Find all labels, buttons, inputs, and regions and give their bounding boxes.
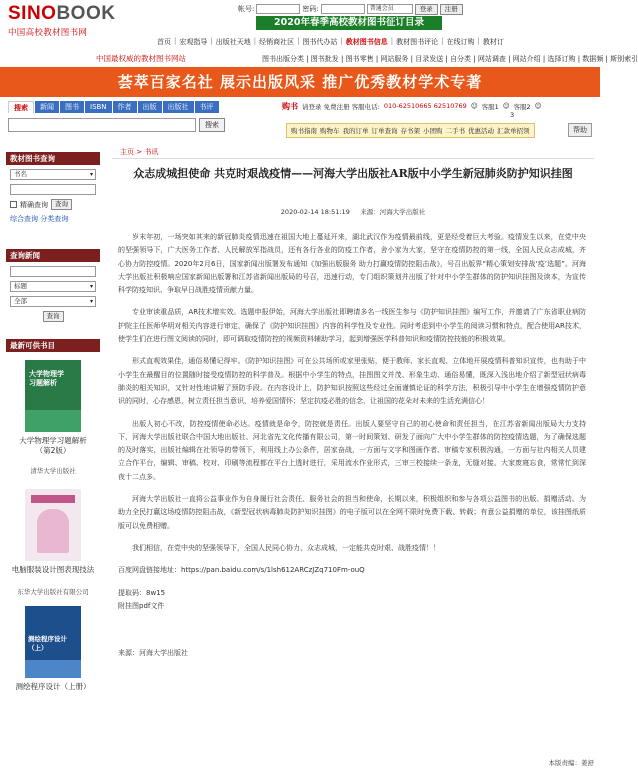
nav-agent[interactable]: 图书代办站 — [302, 38, 338, 46]
service1-link[interactable]: 客服1 — [481, 102, 499, 111]
download-link[interactable]: 百度网盘链接地址：https://pan.baidu.com/s/1lsh612ARCzJZq710Fm-ouQ — [118, 566, 365, 575]
article-body — [118, 231, 586, 669]
nav-review[interactable]: 教材图书评论 — [396, 38, 439, 46]
quick-links — [286, 123, 535, 138]
search-input[interactable] — [8, 118, 196, 132]
cart-links[interactable]: 请登录 免费注册 客服电话: — [302, 102, 380, 111]
article-source: 来源：河海大学出版社 — [360, 208, 426, 216]
news-search-panel — [6, 249, 100, 326]
search-tab-books[interactable]: 图书 — [60, 101, 84, 113]
book-search-input[interactable] — [10, 184, 96, 195]
nav-macro[interactable]: 宏观指导 — [179, 38, 208, 46]
article-meta — [112, 207, 594, 216]
search-tab-publisher[interactable]: 出版社 — [163, 101, 194, 113]
search-tab-author[interactable]: 作者 — [113, 101, 137, 113]
book-cover-survey[interactable] — [25, 606, 81, 678]
register-button[interactable]: 注册 — [440, 4, 463, 15]
cart-panel — [282, 99, 594, 139]
article-paragraph: 我们相信，在党中央的坚强领导下，全国人民同心协力、众志成城，一定能共克时艰、战胜疫情！！ — [132, 543, 440, 552]
password-input[interactable] — [321, 4, 365, 14]
quick-link[interactable]: 汇款单招领 — [497, 127, 530, 135]
chat-icon-3[interactable]: ☺ — [534, 102, 542, 110]
nav-home[interactable]: 首页 — [157, 38, 171, 46]
cart-label[interactable]: 购书 — [282, 101, 298, 111]
secondary-nav[interactable]: 图书出版分类 | 图书批发 | 图书零售 | 网站服务 | 目录发送 | 自分类 | 网站调查 | 网站介绍 | 选择订购 | 数据频 | 斯别索引 — [262, 55, 638, 63]
book-title-fashion[interactable]: 电脑服装设计图表现技法 — [11, 565, 95, 574]
site-tagline: 中国最权威的教材图书网站 — [96, 54, 186, 63]
logo-text-b: BOOK — [56, 3, 116, 24]
slogan-banner: 荟萃百家名社 展示出版风采 推广优秀教材学术专著 — [0, 67, 600, 97]
article-paragraph: 岁末年初，一场突如其来的新冠肺炎疫情迅速在祖国大地上蔓延开来，湖北武汉作为疫情最前线，更是经受着巨大考验。疫情发生以来，在党中央的坚强领导下，广大医务工作者、人民解放军指战员，还有各行各业的防疫工作者，舍小家为大家，坚守在疫情防控的第一线，全国人民众志成城，齐心协力防控疫情。2020年2月6日，国家新闻出版署发布通知《加强出版服务 助力打赢疫情防控阻击战》，号召出版界“精心策划安排战‘疫’选题”。河海大学出版社积极响应国家新闻出版署和江苏省新闻出版局的号召，迅速行动，专门组织策划并出版了针对中小学生群体的防护知识挂图及读本，为宣传科学防疫知识、争取早日战胜疫情贡献力量。 — [118, 233, 586, 295]
book-cover-fashion[interactable] — [25, 489, 81, 561]
search-tab-isbn[interactable]: ISBN — [85, 101, 112, 113]
book-title-survey[interactable]: 测绘程序设计（上册） — [15, 682, 91, 691]
book-search-panel — [6, 152, 100, 228]
search-tab-review[interactable]: 书评 — [195, 101, 219, 113]
service-count: 3 — [510, 111, 515, 119]
nav-dealer[interactable]: 经销商社区 — [259, 38, 295, 46]
quick-link[interactable]: 订单查询 — [371, 127, 398, 135]
nav-book-info[interactable]: 教材图书信息 — [345, 38, 388, 46]
quick-link[interactable]: 优惠活动 — [468, 127, 494, 135]
login-button[interactable]: 登录 — [415, 4, 438, 15]
book-publisher: 清华大学出版社 — [30, 467, 76, 475]
search-tab-all[interactable]: 搜索 — [8, 101, 34, 113]
book-publisher: 东华大学出版社有限公司 — [17, 588, 89, 596]
top-navigation: 首页 | 宏观指导 | 出版社天地 | 经销商社区 | 图书代办站 | 教材图书信息 | 教材图书评论 | 在线订购 | 教材订 — [157, 37, 504, 46]
article-paragraph: 出版人初心不改，防控疫情使命必达。疫情就是命令，防控就是责任。出版人要坚守自己的初心使命和责任担当，在江苏省新闻出版局大力支持下，河海大学出版社联合中国大地出版社、河北省先文化传播有限公司，第一时间策划、研发了面向广大中小学生群体的防控疫情选题，为了确保选题的及时落实，出版社编辑在社领导的带领下，利用线上办公条件，居家奋战，一方面与文字和图画作者、审稿专家积极沟通，一方面与社内相关人员建立合作平台，编辑、审稿、校对、印刷等流程都在平台上透时进行，采用流水作业形式，三审三校接续一条龙，无缝对接。大家废寝忘食，常常忙到深夜十二点多。 — [118, 419, 586, 481]
chat-icon[interactable]: ☺ — [470, 102, 478, 110]
article-paragraph: 形式直观效果佳，通俗易懂记得牢。《防护知识挂图》可在公共场所或家里张贴，便于教师、家长直观、立体地开展疫情科普知识宣传，也有助于中小学生在最醒目的位置随时接受疫情防控的科学普及。根据中小学生的特点，挂图图文并茂、形象生动、通俗易懂，既深入浅出地介绍了新型冠状病毒肺炎的相关知识，又针对性地讲解了预防手段。在内容设计上，防护知识按照这些经过全面谨慎论证的科学方法，积极引导中小学生在增强疫情防护意识的同时，心存感恩，树立责任担当意识，培养爱国情怀；坚定抗疫必胜的信念，让祖国的花朵对未来的生活充满信心！ — [118, 357, 586, 406]
help-button[interactable]: 帮助 — [568, 123, 592, 137]
extract-code: 提取码：8w15 — [118, 588, 166, 597]
new-books-title: 最新可供书目 — [6, 339, 100, 352]
book-cover-physics[interactable] — [25, 360, 81, 432]
exact-checkbox[interactable] — [10, 201, 17, 208]
service-tel: 010-62510665 62510769 — [383, 102, 467, 110]
catalog-banner[interactable]: 2020年春季高校教材图书征订目录 — [256, 16, 442, 30]
book-title-physics[interactable]: 大学物理学习题解析 — [19, 436, 87, 445]
logo-text-a: SINO — [8, 3, 57, 24]
news-search-button[interactable]: 查询 — [43, 311, 64, 322]
chat-icon-2[interactable]: ☺ — [502, 102, 510, 110]
news-field-select[interactable]: 标题 ▾ — [10, 281, 96, 292]
book-search-title: 教材图书查询 — [6, 152, 100, 165]
quick-link[interactable]: 小团购 — [423, 127, 443, 135]
site-logo[interactable] — [8, 4, 128, 48]
quick-link[interactable]: 购物车 — [320, 127, 340, 135]
site-search — [8, 101, 273, 137]
breadcrumb[interactable]: 主页 > 书讯 — [112, 147, 594, 159]
article-date: 2020-02-14 18:51:19 — [280, 208, 350, 216]
editor-credit: 本版责编：姜舒 — [548, 759, 594, 767]
login-bar — [238, 3, 463, 15]
nav-order[interactable]: 在线订购 — [446, 38, 475, 46]
quick-link[interactable]: 购书指南 — [291, 127, 317, 135]
book-cover-title: 大学物理学 习题解析 — [29, 370, 64, 387]
logo-subtitle: 中国高校教材图书网 — [8, 28, 88, 38]
news-scope-select[interactable]: 全部 ▾ — [10, 296, 96, 307]
book-cover-title: 测绘程序设计（上） — [28, 635, 67, 652]
new-books-panel — [6, 339, 100, 694]
nav-publisher[interactable]: 出版社天地 — [215, 38, 251, 46]
service2-link[interactable]: 客服2 — [513, 102, 531, 111]
quick-link[interactable]: 我的订单 — [342, 127, 369, 135]
news-search-input[interactable] — [10, 266, 96, 277]
article-title: 众志成城担使命 共克时艰战疫情——河海大学出版社AR版中小学生新冠肺炎防护知识挂图 — [133, 167, 573, 180]
search-tab-publish[interactable]: 出版 — [138, 101, 162, 113]
nav-textbook[interactable]: 教材订 — [482, 38, 504, 46]
book-field-select[interactable]: 书名 ▾ — [10, 169, 96, 180]
advanced-search-links[interactable]: 综合查询 分类查询 — [10, 215, 69, 223]
search-button[interactable]: 搜索 — [199, 118, 225, 132]
article-paragraph: 河海大学出版社一直将公益事业作为自身履行社会责任、服务社会的担当和使命，长期以来，积极组织和参与各项公益图书的出版、捐赠活动。为助力全民打赢这场疫情防控阻击战，《新型冠状病毒肺炎防护知识挂图》的电子版可以在全网不限时免费下载、转载；有意公益捐赠的单位，该挂图纸质版可以免费相赠。 — [118, 495, 586, 530]
account-input[interactable] — [256, 4, 300, 14]
article-paragraph: 专业审读重品质，AR技术增实效。选题申报伊始，河海大学出版社即聘请多名一线医生参与《防护知识挂图》编写工作，并邀请了广东省职业病防护院主任医师华明对相关内容进行审定，确保了《防护知识挂图》内容的科学性及专业性。同时考虑到中小学生的阅读习惯和特点，配合使用AR技术，使学生们在进行图文阅读的同时，即可调取疫情防控的视频资料辅助学习，起到增强医学科普知识和疫情防控技能的积极效果。 — [118, 308, 586, 344]
quick-link[interactable]: 存书架 — [400, 127, 420, 135]
news-search-title: 查询新闻 — [6, 249, 100, 262]
search-tab-news[interactable]: 新闻 — [35, 101, 59, 113]
account-label: 帐号: — [238, 5, 255, 13]
book-search-button[interactable]: 查询 — [51, 199, 72, 210]
attachment-note[interactable]: 附挂图pdf文件 — [118, 601, 165, 610]
password-label: 密码: — [302, 5, 319, 13]
quick-link[interactable]: 二手书 — [445, 127, 465, 135]
user-type-select[interactable]: 普通会员 — [367, 4, 413, 14]
book-edition: （第2版） — [35, 446, 71, 455]
exact-label: 精确查询 — [20, 200, 48, 209]
article-source-footer: 来源：河海大学出版社 — [118, 649, 188, 658]
